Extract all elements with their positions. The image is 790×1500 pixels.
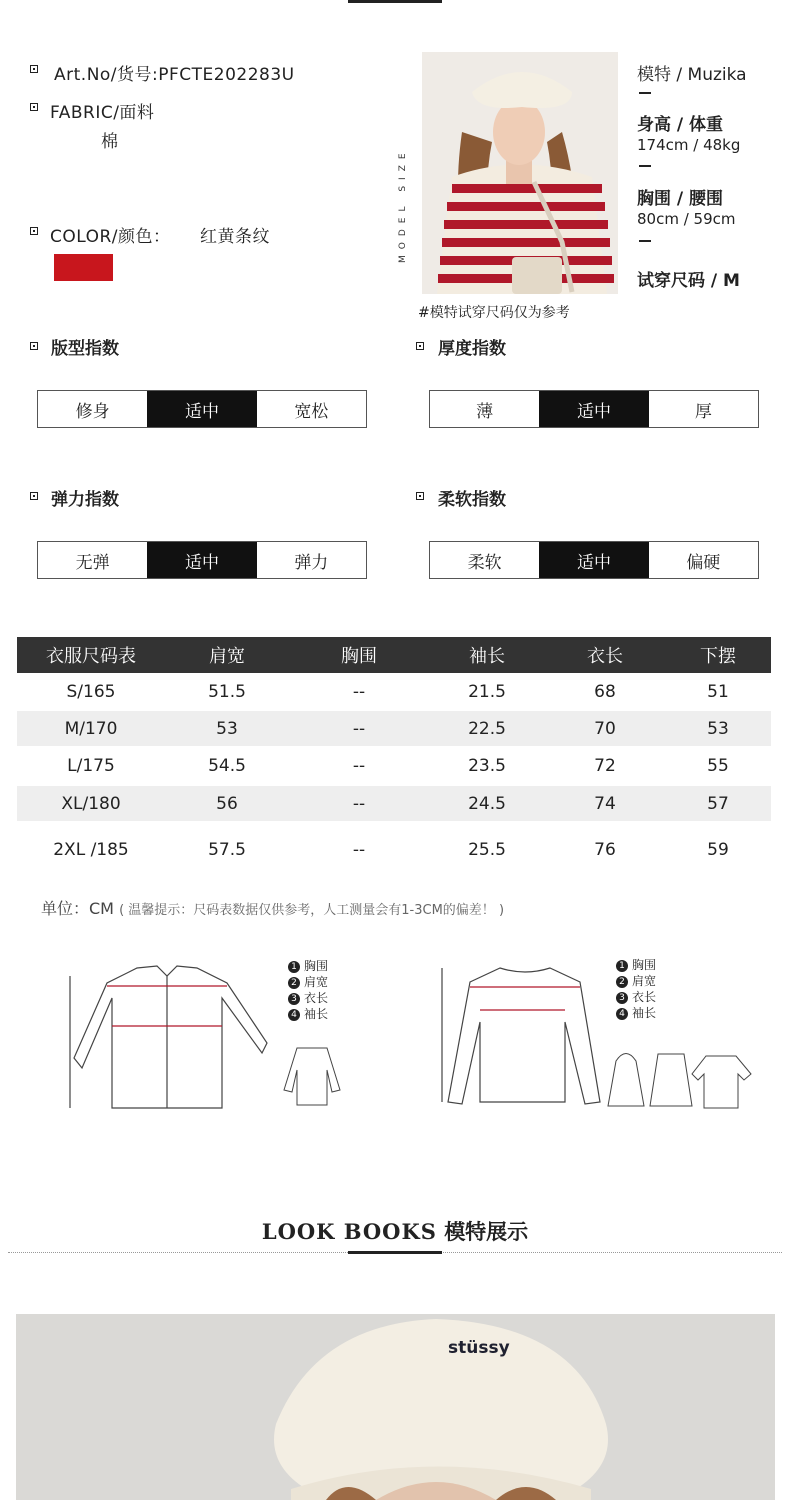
thickness-index-title: 厚度指数 bbox=[438, 339, 506, 359]
header-length: 衣长 bbox=[545, 637, 665, 673]
table-cell: L/175 bbox=[67, 756, 115, 776]
number-icon: 4 bbox=[616, 1008, 628, 1020]
sweater-measurement-diagram bbox=[440, 962, 610, 1112]
table-cell: S/165 bbox=[66, 682, 116, 702]
sweater-legend bbox=[616, 957, 656, 1021]
fit-index-selector bbox=[37, 390, 367, 428]
softness-index-title: 柔软指数 bbox=[438, 490, 506, 510]
top-divider bbox=[348, 0, 442, 3]
fit-index-title: 版型指数 bbox=[51, 339, 119, 359]
table-cell: 54.5 bbox=[208, 756, 246, 776]
model-size-vertical-text: MODEL SIZE bbox=[398, 147, 408, 263]
table-cell: 24.5 bbox=[429, 786, 545, 821]
unit-label: 单位：CM bbox=[41, 899, 114, 918]
table-row bbox=[17, 746, 771, 786]
table-cell: 57 bbox=[665, 786, 771, 821]
color-swatch bbox=[54, 254, 113, 281]
lookbook-heading bbox=[0, 1216, 790, 1246]
table-cell: -- bbox=[289, 786, 429, 821]
size-table bbox=[17, 637, 771, 879]
legend-item: 袖长 bbox=[304, 1007, 329, 1021]
elasticity-option-none: 无弹 bbox=[75, 552, 110, 573]
number-icon: 2 bbox=[616, 976, 628, 988]
fit-option-regular: 适中 bbox=[147, 391, 256, 427]
legend-item: 袖长 bbox=[632, 1006, 657, 1020]
header-bust: 胸围 bbox=[289, 637, 429, 673]
table-cell: 57.5 bbox=[208, 840, 246, 860]
softness-option-soft: 柔软 bbox=[467, 552, 502, 573]
thickness-option-medium: 适中 bbox=[539, 391, 648, 427]
height-weight-label: 身高 / 体重 bbox=[637, 115, 724, 135]
table-cell: -- bbox=[352, 682, 366, 702]
elasticity-option-stretch: 弹力 bbox=[294, 552, 329, 573]
thickness-index-selector bbox=[429, 390, 759, 428]
art-number: Art.No/货号:PFCTE202283U bbox=[54, 65, 295, 85]
legend-item: 衣长 bbox=[632, 990, 657, 1004]
table-cell: 56 bbox=[165, 786, 289, 821]
lookbook-title-en: LOOK BOOKS bbox=[261, 1219, 437, 1244]
table-cell: 2XL /185 bbox=[53, 840, 129, 860]
table-cell: -- bbox=[289, 711, 429, 746]
unit-note bbox=[41, 896, 504, 919]
dash-divider bbox=[639, 240, 651, 242]
table-cell: M/170 bbox=[17, 711, 165, 746]
dash-divider bbox=[639, 165, 651, 167]
table-cell: 59 bbox=[707, 840, 729, 860]
table-cell: 76 bbox=[594, 840, 616, 860]
number-icon: 3 bbox=[616, 992, 628, 1004]
fabric-label: FABRIC/面料 bbox=[50, 103, 155, 123]
thickness-option-thin: 薄 bbox=[476, 401, 494, 422]
table-cell: 22.5 bbox=[429, 711, 545, 746]
table-row bbox=[17, 821, 771, 879]
table-cell: 55 bbox=[707, 756, 729, 776]
model-caption: #模特试穿尺码仅为参考 bbox=[418, 305, 570, 321]
fit-option-slim: 修身 bbox=[75, 401, 110, 422]
elasticity-index-selector bbox=[37, 541, 367, 579]
elasticity-index-title: 弹力指数 bbox=[51, 490, 119, 510]
number-icon: 2 bbox=[288, 977, 300, 989]
table-row bbox=[17, 711, 771, 746]
header-shoulder: 肩宽 bbox=[165, 637, 289, 673]
header-sleeve: 袖长 bbox=[429, 637, 545, 673]
thickness-option-thick: 厚 bbox=[694, 401, 712, 422]
table-cell: 53 bbox=[665, 711, 771, 746]
lookbook-photo bbox=[16, 1314, 775, 1500]
header-size: 衣服尺码表 bbox=[17, 637, 165, 673]
sweater-outline-icon bbox=[440, 962, 610, 1112]
softness-index-selector bbox=[429, 541, 759, 579]
bullet-icon bbox=[416, 492, 424, 500]
size-table-header bbox=[17, 637, 771, 673]
legend-item: 肩宽 bbox=[632, 974, 657, 988]
legend-item: 胸围 bbox=[632, 958, 657, 972]
table-cell: 53 bbox=[165, 711, 289, 746]
hoodie-icon bbox=[608, 1054, 644, 1107]
bust-waist-value: 80cm / 59cm bbox=[637, 210, 736, 228]
table-cell: -- bbox=[352, 840, 366, 860]
table-cell: 25.5 bbox=[468, 840, 506, 860]
number-icon: 3 bbox=[288, 993, 300, 1005]
color-label: COLOR/颜色： bbox=[50, 227, 171, 247]
table-cell: 70 bbox=[545, 711, 665, 746]
shirt-outline-icon bbox=[62, 958, 282, 1118]
bullet-icon bbox=[30, 65, 38, 73]
bust-waist-label: 胸围 / 腰围 bbox=[637, 189, 724, 209]
dash-divider bbox=[639, 92, 651, 94]
garment-icons bbox=[606, 1046, 756, 1116]
tried-size: 试穿尺码 / M bbox=[637, 271, 740, 291]
table-cell: 74 bbox=[545, 786, 665, 821]
legend-item: 肩宽 bbox=[304, 975, 329, 989]
shirt-legend bbox=[288, 958, 328, 1022]
table-cell: 51.5 bbox=[208, 682, 246, 702]
bullet-icon bbox=[30, 342, 38, 350]
header-hem: 下摆 bbox=[665, 637, 771, 673]
table-cell: XL/180 bbox=[17, 786, 165, 821]
table-cell: 72 bbox=[594, 756, 616, 776]
fit-option-loose: 宽松 bbox=[294, 401, 329, 422]
color-value: 红黄条纹 bbox=[200, 227, 270, 247]
table-row bbox=[17, 673, 771, 711]
number-icon: 1 bbox=[288, 961, 300, 973]
hat-logo-text: stüssy bbox=[448, 1338, 510, 1358]
softness-option-medium: 适中 bbox=[539, 542, 648, 578]
lookbook-title-cn: 模特展示 bbox=[444, 1220, 529, 1244]
legend-item: 胸围 bbox=[304, 959, 329, 973]
bullet-icon bbox=[30, 492, 38, 500]
number-icon: 1 bbox=[616, 960, 628, 972]
model-name: 模特 / Muzika bbox=[637, 65, 747, 85]
cardigan-icon bbox=[650, 1054, 692, 1106]
table-cell: 23.5 bbox=[468, 756, 506, 776]
table-cell: 68 bbox=[594, 682, 616, 702]
bullet-icon bbox=[30, 227, 38, 235]
legend-item: 衣长 bbox=[304, 991, 329, 1005]
table-row bbox=[17, 786, 771, 821]
number-icon: 4 bbox=[288, 1009, 300, 1021]
bullet-icon bbox=[30, 103, 38, 111]
height-weight-value: 174cm / 48kg bbox=[637, 136, 741, 154]
lookbook-divider bbox=[348, 1251, 442, 1254]
softness-option-stiff: 偏硬 bbox=[686, 552, 721, 573]
jacket-icon bbox=[282, 1040, 342, 1110]
unit-disclaimer: ( 温馨提示：尺码表数据仅供参考，人工测量会有1-3CM的偏差！ ) bbox=[119, 903, 505, 918]
table-cell: 21.5 bbox=[468, 682, 506, 702]
model-photo bbox=[422, 52, 618, 294]
bullet-icon bbox=[416, 342, 424, 350]
elasticity-option-medium: 适中 bbox=[147, 542, 256, 578]
tshirt-icon bbox=[692, 1056, 751, 1108]
table-cell: 51 bbox=[707, 682, 729, 702]
table-cell: -- bbox=[352, 756, 366, 776]
fabric-value: 棉 bbox=[101, 132, 119, 152]
shirt-measurement-diagram bbox=[62, 958, 282, 1118]
